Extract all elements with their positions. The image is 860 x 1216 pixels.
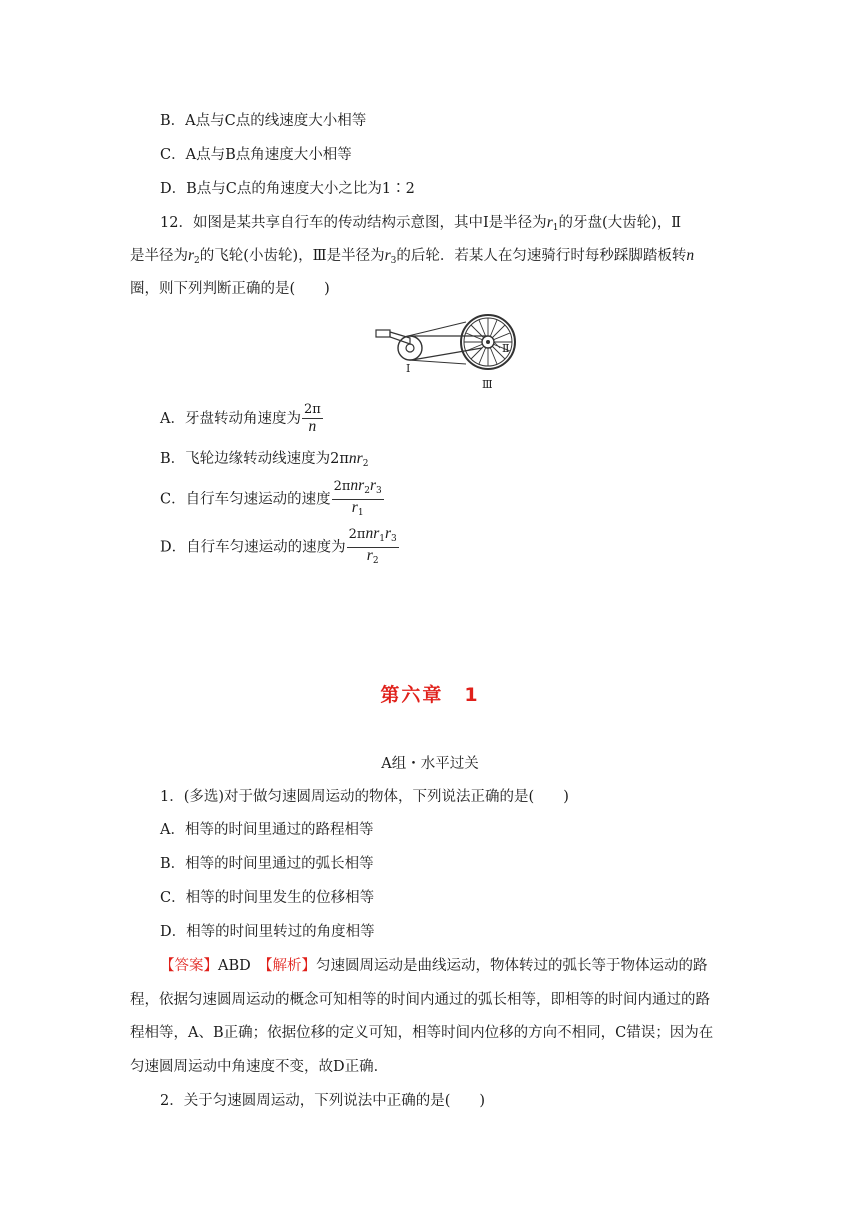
q1-option-b: B．相等的时间里通过的弧长相等 [160, 856, 374, 872]
option-d-prev: D．B点与C点的角速度大小之比为1∶2 [160, 181, 415, 197]
analysis-tag: 【解析】 [265, 958, 317, 974]
figure-label-i: Ⅰ [406, 362, 411, 375]
q1-option-d: D．相等的时间里转过的角度相等 [160, 924, 375, 940]
q12-stem-line2: 是半径为$r_2$的飞轮(小齿轮)，Ⅲ是半径为$r_3$的后轮．若某人在匀速骑行时每秒踩脚踏板转n [130, 247, 695, 266]
q12-stem-line1: 12．如图是某共享自行车的传动结构示意图，其中Ⅰ是半径为$r_1$的牙盘(大齿轮)，Ⅱ [160, 214, 682, 233]
analysis-text-3: 程相等，A、B正确；依据位移的定义可知，相等时间内位移的方向不相同，C错误；因为在 [130, 1025, 714, 1041]
q1-answer-line [160, 956, 708, 976]
analysis-text-2: 程，依据匀速圆周运动的概念可知相等的时间内通过的弧长相等，即相等的时间内通过的路 [130, 992, 710, 1008]
chapter-title: 第六章 1 [380, 684, 480, 706]
q1-stem: 1．(多选)对于做匀速圆周运动的物体，下列说法正确的是( ) [160, 789, 569, 805]
q1-option-a: A．相等的时间里通过的路程相等 [160, 822, 374, 838]
q2-stem: 2．关于匀速圆周运动，下列说法中正确的是( ) [160, 1093, 486, 1109]
fraction: $\frac{2\pi nr_2r_3}{r_1}$ [333, 477, 382, 518]
answer-tag: 【答案】 [160, 958, 218, 974]
analysis-text-1: 匀速圆周运动是曲线运动，物体转过的弧长等于物体运动的路 [316, 958, 708, 974]
q1-option-c: C．相等的时间里发生的位移相等 [160, 890, 375, 906]
group-title: A组・水平过关 [381, 756, 479, 772]
bicycle-transmission-figure [370, 310, 530, 400]
q12-option-c: C．自行车匀速运动的速度 $\frac{2\pi nr_2r_3}{r_1}$ [160, 478, 384, 521]
q12-stem-line3: 圈，则下列判断正确的是( ) [130, 281, 330, 297]
figure-label-ii: Ⅱ [502, 342, 510, 355]
option-c-prev: C．A点与B点角速度大小相等 [160, 147, 352, 163]
fraction: $\frac{2\pi nr_1r_3}{r_2}$ [348, 525, 397, 566]
fraction: $\frac{2\pi}{n}$ [303, 402, 321, 435]
figure-label-iii: Ⅲ [482, 378, 493, 391]
answer-text: ABD [218, 958, 266, 974]
q12-option-b: B．飞轮边缘转动线速度为2πnr$_2$ [160, 450, 369, 469]
q12-option-a: A．牙盘转动角速度为 $\frac{2\pi}{n}$ [160, 402, 321, 435]
q12-option-d: D．自行车匀速运动的速度为 $\frac{2\pi nr_1r_3}{r_2}$ [160, 526, 399, 569]
option-b-prev: B．A点与C点的线速度大小相等 [160, 113, 367, 129]
analysis-text-4: 匀速圆周运动中角速度不变，故D正确． [130, 1059, 389, 1075]
